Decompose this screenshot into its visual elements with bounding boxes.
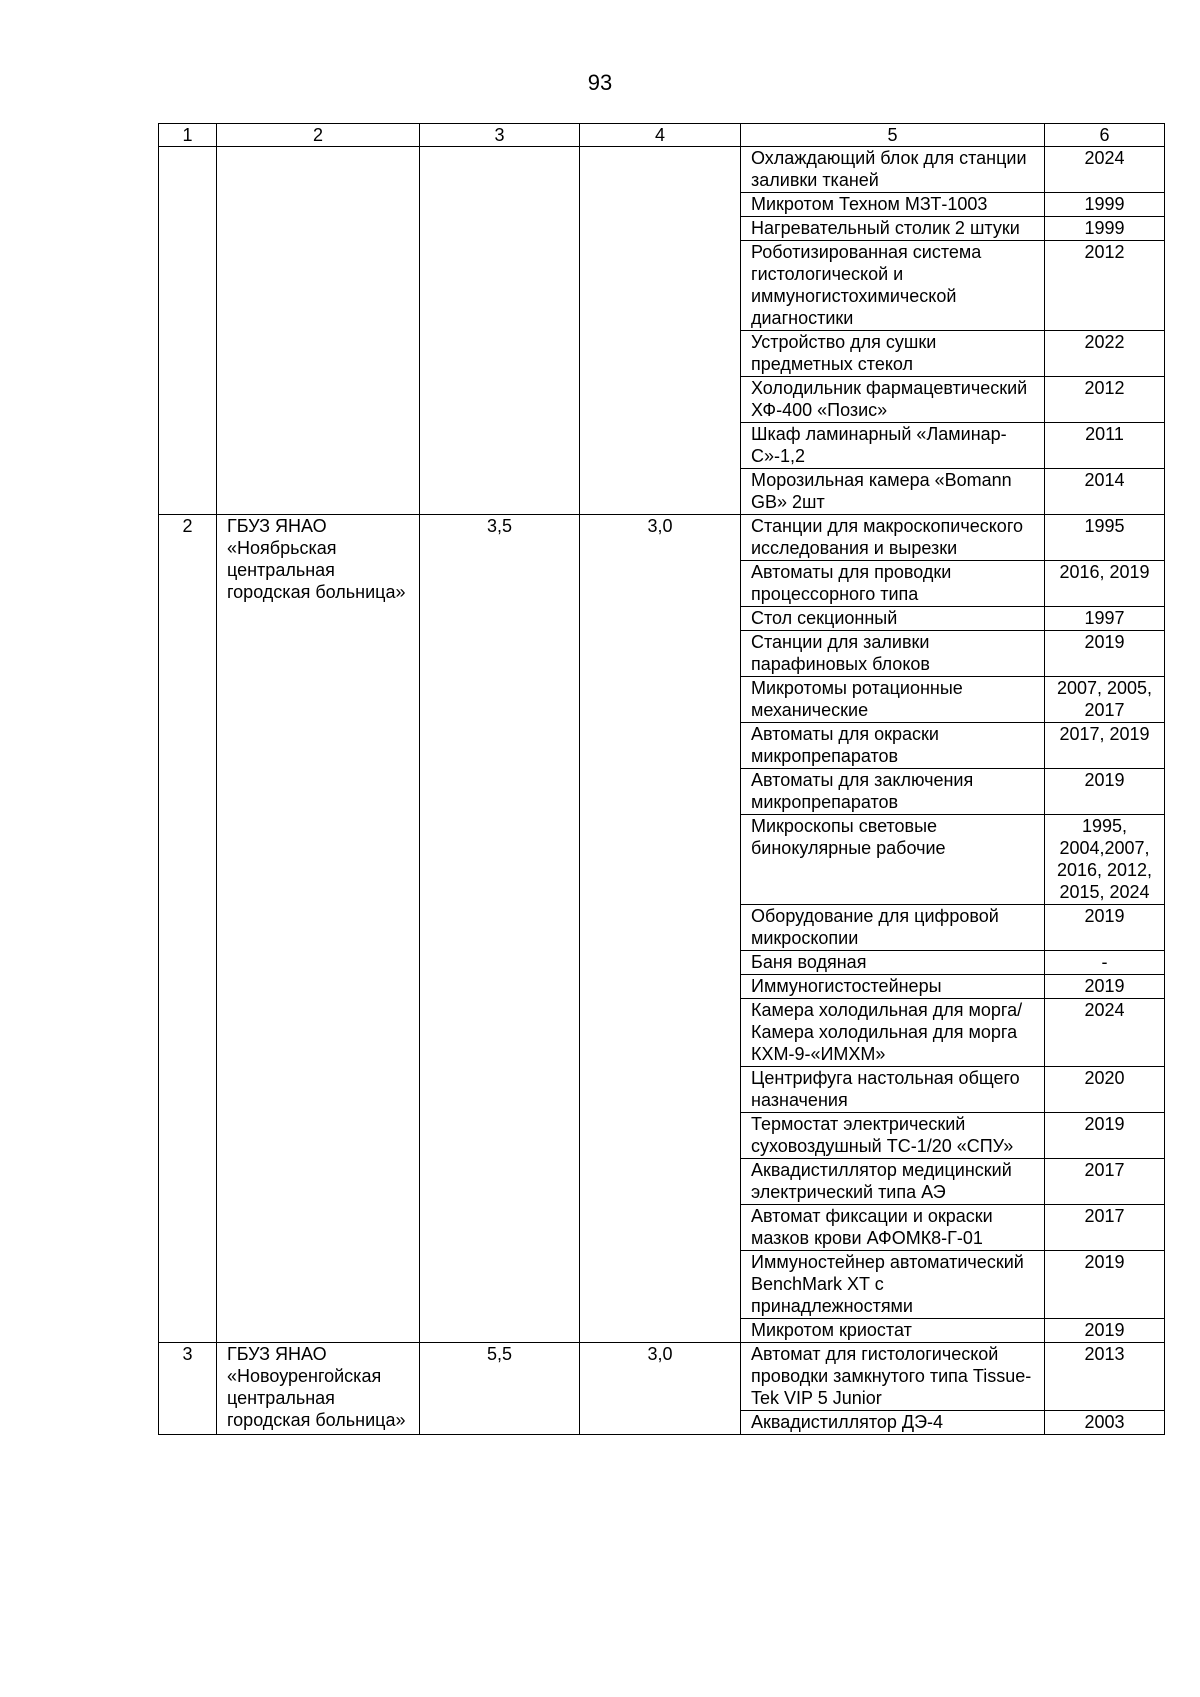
equipment-name: Морозильная камера «Bomann GB» 2шт bbox=[741, 469, 1045, 515]
equipment-name: Оборудование для цифровой микроскопии bbox=[741, 905, 1045, 951]
table-body bbox=[159, 147, 1165, 1435]
equipment-name: Роботизированная система гистологической и иммуногистохимической диагностики bbox=[741, 241, 1045, 331]
column-header-2: 2 bbox=[217, 124, 420, 147]
equipment-name: Автоматы для заключения микропрепаратов bbox=[741, 769, 1045, 815]
table-row bbox=[159, 1343, 1165, 1411]
value-col-4: 3,0 bbox=[580, 515, 741, 1343]
equipment-year: 2016, 2019 bbox=[1045, 561, 1165, 607]
equipment-name: Нагревательный столик 2 штуки bbox=[741, 217, 1045, 241]
row-number: 3 bbox=[159, 1343, 217, 1435]
equipment-year: 2017 bbox=[1045, 1159, 1165, 1205]
equipment-year: 2007, 2005, 2017 bbox=[1045, 677, 1165, 723]
table-row bbox=[159, 147, 1165, 193]
equipment-year: 2019 bbox=[1045, 975, 1165, 999]
equipment-name: Иммуногистостейнеры bbox=[741, 975, 1045, 999]
equipment-year: 2022 bbox=[1045, 331, 1165, 377]
equipment-year: 2013 bbox=[1045, 1343, 1165, 1411]
equipment-name: Стол секционный bbox=[741, 607, 1045, 631]
equipment-year: 2024 bbox=[1045, 147, 1165, 193]
equipment-name: Устройство для сушки предметных стекол bbox=[741, 331, 1045, 377]
value-col-3 bbox=[420, 147, 580, 515]
equipment-year: 2003 bbox=[1045, 1411, 1165, 1435]
equipment-name: Автомат фиксации и окраски мазков крови АФОМК8-Г-01 bbox=[741, 1205, 1045, 1251]
value-col-4 bbox=[580, 147, 741, 515]
equipment-year: 2017 bbox=[1045, 1205, 1165, 1251]
equipment-name: Иммуностейнер автоматический BenchMark XT с принадлежностями bbox=[741, 1251, 1045, 1319]
column-header-3: 3 bbox=[420, 124, 580, 147]
value-col-3: 5,5 bbox=[420, 1343, 580, 1435]
equipment-year: 2020 bbox=[1045, 1067, 1165, 1113]
row-number bbox=[159, 147, 217, 515]
column-header-5: 5 bbox=[741, 124, 1045, 147]
column-header-6: 6 bbox=[1045, 124, 1165, 147]
equipment-year: 2024 bbox=[1045, 999, 1165, 1067]
equipment-year: 2019 bbox=[1045, 905, 1165, 951]
equipment-year: 2011 bbox=[1045, 423, 1165, 469]
equipment-name: Термостат электрический суховоздушный ТС-1/20 «СПУ» bbox=[741, 1113, 1045, 1159]
equipment-year: 1995 bbox=[1045, 515, 1165, 561]
equipment-name: Шкаф ламинарный «Ламинар-С»-1,2 bbox=[741, 423, 1045, 469]
equipment-year: 1995, 2004,2007, 2016, 2012, 2015, 2024 bbox=[1045, 815, 1165, 905]
equipment-year: - bbox=[1045, 951, 1165, 975]
equipment-name: Аквадистиллятор ДЭ-4 bbox=[741, 1411, 1045, 1435]
value-col-3: 3,5 bbox=[420, 515, 580, 1343]
equipment-name: Автоматы для окраски микропрепаратов bbox=[741, 723, 1045, 769]
equipment-name: Микротом криостат bbox=[741, 1319, 1045, 1343]
equipment-year: 1999 bbox=[1045, 193, 1165, 217]
page-number: 93 bbox=[587, 70, 613, 95]
equipment-name: Станции для макроскопического исследования и вырезки bbox=[741, 515, 1045, 561]
equipment-year: 2012 bbox=[1045, 377, 1165, 423]
equipment-year: 2019 bbox=[1045, 1251, 1165, 1319]
equipment-name: Микроскопы световые бинокулярные рабочие bbox=[741, 815, 1045, 905]
equipment-year: 2019 bbox=[1045, 1319, 1165, 1343]
equipment-table bbox=[158, 123, 1165, 1435]
equipment-name: Микротом Техном МЗТ-1003 bbox=[741, 193, 1045, 217]
column-header-1: 1 bbox=[159, 124, 217, 147]
equipment-year: 2019 bbox=[1045, 769, 1165, 815]
equipment-name: Автоматы для проводки процессорного типа bbox=[741, 561, 1045, 607]
equipment-name: Центрифуга настольная общего назначения bbox=[741, 1067, 1045, 1113]
column-header-4: 4 bbox=[580, 124, 741, 147]
organization-name bbox=[217, 147, 420, 515]
equipment-name: Аквадистиллятор медицинский электрический типа АЭ bbox=[741, 1159, 1045, 1205]
equipment-year: 1997 bbox=[1045, 607, 1165, 631]
equipment-name: Станции для заливки парафиновых блоков bbox=[741, 631, 1045, 677]
equipment-name: Автомат для гистологической проводки замкнутого типа Tissue-Tek VIP 5 Junior bbox=[741, 1343, 1045, 1411]
equipment-year: 1999 bbox=[1045, 217, 1165, 241]
organization-name: ГБУЗ ЯНАО «Ноябрьская центральная городская больница» bbox=[217, 515, 420, 1343]
equipment-name: Баня водяная bbox=[741, 951, 1045, 975]
equipment-year: 2017, 2019 bbox=[1045, 723, 1165, 769]
equipment-year: 2014 bbox=[1045, 469, 1165, 515]
organization-name: ГБУЗ ЯНАО «Новоуренгойская центральная городская больница» bbox=[217, 1343, 420, 1435]
equipment-year: 2019 bbox=[1045, 1113, 1165, 1159]
equipment-name: Холодильник фармацевтический ХФ-400 «Позис» bbox=[741, 377, 1045, 423]
equipment-name: Микротомы ротационные механические bbox=[741, 677, 1045, 723]
table-row bbox=[159, 515, 1165, 561]
equipment-name: Охлаждающий блок для станции заливки тканей bbox=[741, 147, 1045, 193]
equipment-year: 2012 bbox=[1045, 241, 1165, 331]
value-col-4: 3,0 bbox=[580, 1343, 741, 1435]
header-row bbox=[159, 124, 1165, 147]
row-number: 2 bbox=[159, 515, 217, 1343]
equipment-name: Камера холодильная для морга/Камера холодильная для морга КХМ-9-«ИМХМ» bbox=[741, 999, 1045, 1067]
equipment-year: 2019 bbox=[1045, 631, 1165, 677]
